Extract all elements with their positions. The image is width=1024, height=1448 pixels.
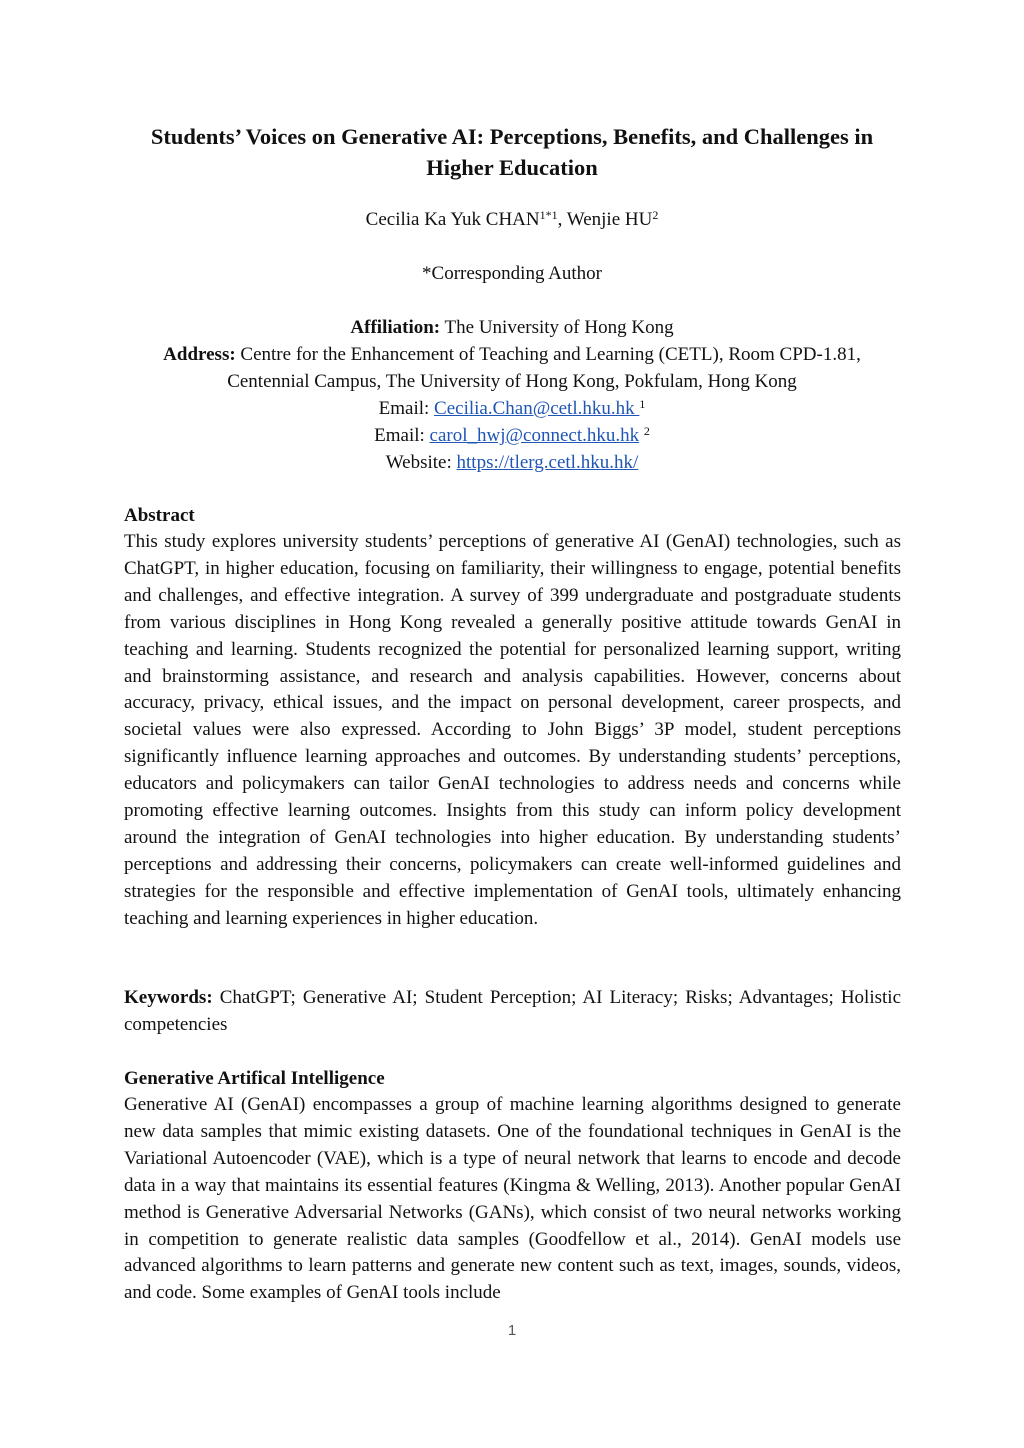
keywords-label: Keywords: <box>124 987 213 1008</box>
keywords-text: ChatGPT; Generative AI; Student Perception; AI Literacy; Risks; Advantages; Holistic competencies <box>124 987 901 1035</box>
keywords-paragraph <box>124 985 901 1039</box>
section-text: Generative AI (GenAI) encompasses a group of machine learning algorithms designed to generate new data samples that mimic existing datasets. One of the foundational techniques in GenAI is the Variational Autoencoder (VAE), which is a type of neural network that learns to encode and decode data in a way that maintains its essential features (Kingma & Welling, 2013). Another popular GenAI method is Generative Adversarial Networks (GANs), which consist of two neural networks working in competition to generate realistic data samples (Goodfellow et al., 2014). GenAI models use advanced algorithms to learn patterns and generate new content such as text, images, sounds, videos, and code. Some examples of GenAI tools include <box>124 1094 901 1304</box>
page-number: 1 <box>507 1322 517 1339</box>
author-1-name: Cecilia Ka Yuk CHAN <box>365 209 540 230</box>
address-value: Centre for the Enhancement of Teaching and Learning (CETL), Room CPD-1.81, <box>235 344 861 365</box>
email-link-1[interactable]: Cecilia.Chan@cetl.hku.hk <box>434 398 640 419</box>
author-separator: , <box>557 209 567 230</box>
website-line <box>0 449 1024 476</box>
email-2-superscript: 2 <box>643 424 650 438</box>
email-line-2 <box>0 422 1024 449</box>
title-line-1: Students’ Voices on Generative AI: Perceptions, Benefits, and Challenges in <box>150 124 874 149</box>
email-1-superscript: 1 <box>639 397 646 411</box>
section-heading: Generative Artifical Intelligence <box>124 1068 385 1089</box>
corresponding-author-note: *Corresponding Author <box>422 263 602 284</box>
author-2-superscript: 2 <box>652 208 659 222</box>
affiliation-line <box>0 314 1024 341</box>
email-label-2: Email: <box>374 425 430 446</box>
address-line-2: Centennial Campus, The University of Hong Kong, Pokfulam, Hong Kong <box>227 371 797 392</box>
address-line-1 <box>0 341 1024 368</box>
address-label: Address: <box>163 344 236 365</box>
abstract-text: This study explores university students’ perceptions of generative AI (GenAI) technologies, such as ChatGPT, in higher education, focusing on familiarity, their willingness to engage, potential benefits and challenges, and effective integration. A survey of 399 undergraduate and postgraduate students from various disciplines in Hong Kong revealed a generally positive attitude towards GenAI in teaching and learning. Students recognized the potential for personalized learning support, writing and brainstorming assistance, and research and analysis capabilities. However, concerns about accuracy, privacy, ethical issues, and the impact on personal development, career prospects, and societal values were also expressed. According to John Biggs’ 3P model, student perceptions significantly influence learning approaches and outcomes. By understanding students’ perceptions, educators and policymakers can tailor GenAI technologies to address needs and concerns while promoting effective learning outcomes. Insights from this study can inform policy development around the integration of GenAI technologies into higher education. By understanding students’ perceptions and addressing their concerns, policymakers can create well-informed guidelines and strategies for the responsible and effective implementation of GenAI tools, ultimately enhancing teaching and learning experiences in higher education. <box>124 531 901 929</box>
author-1-superscript: 1*1 <box>539 208 558 222</box>
affiliation-block <box>0 314 1024 476</box>
author-list <box>0 206 1024 233</box>
paper-title <box>0 121 1024 183</box>
author-2-name: Wenjie HU <box>566 209 653 230</box>
email-label-1: Email: <box>378 398 435 419</box>
email-line-1 <box>0 395 1024 422</box>
abstract-heading: Abstract <box>124 505 195 526</box>
affiliation-label: Affiliation: <box>350 317 441 338</box>
website-label: Website: <box>385 452 457 473</box>
affiliation-value: The University of Hong Kong <box>440 317 674 338</box>
title-line-2: Higher Education <box>426 155 598 180</box>
website-link[interactable]: https://tlerg.cetl.hku.hk/ <box>456 452 639 473</box>
email-link-2[interactable]: carol_hwj@connect.hku.hk <box>429 425 640 446</box>
